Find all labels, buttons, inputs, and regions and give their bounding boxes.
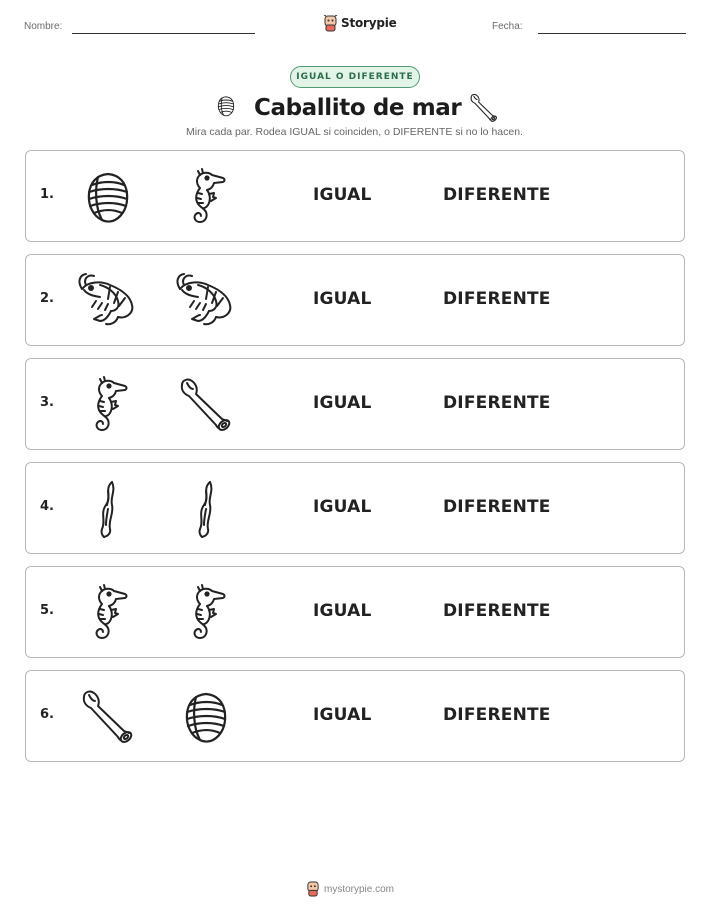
date-label: Fecha: bbox=[492, 21, 523, 32]
storypie-mascot-icon bbox=[306, 881, 320, 897]
option-diferente[interactable]: DIFERENTE bbox=[443, 393, 551, 413]
storypie-mascot-icon bbox=[323, 15, 338, 32]
seahorse-icon bbox=[176, 167, 236, 227]
shell-icon bbox=[214, 94, 238, 118]
page-title: Caballito de mar bbox=[254, 95, 462, 121]
row-number: 4. bbox=[40, 499, 54, 514]
option-diferente[interactable]: DIFERENTE bbox=[443, 289, 551, 309]
exercise-row bbox=[25, 358, 685, 450]
exercise-row bbox=[25, 254, 685, 346]
exercise-row bbox=[25, 150, 685, 242]
brand-logo bbox=[323, 13, 397, 33]
row-number: 1. bbox=[40, 187, 54, 202]
name-field[interactable] bbox=[72, 33, 255, 34]
bone-icon bbox=[78, 687, 138, 747]
bone-icon bbox=[176, 375, 236, 435]
instructions: Mira cada par. Rodea IGUAL si coinciden, o DIFERENTE si no lo hacen. bbox=[186, 126, 523, 138]
exercise-row bbox=[25, 566, 685, 658]
footer bbox=[306, 880, 394, 898]
row-number: 5. bbox=[40, 603, 54, 618]
row-number: 3. bbox=[40, 395, 54, 410]
activity-badge: IGUAL O DIFERENTE bbox=[290, 66, 420, 88]
exercise-row bbox=[25, 670, 685, 762]
exercise-row bbox=[25, 462, 685, 554]
option-igual[interactable]: IGUAL bbox=[313, 705, 372, 725]
option-diferente[interactable]: DIFERENTE bbox=[443, 705, 551, 725]
shrimp-icon bbox=[176, 271, 236, 331]
seaweed-icon bbox=[78, 479, 138, 539]
seaweed-icon bbox=[176, 479, 236, 539]
footer-url[interactable]: mystorypie.com bbox=[324, 883, 395, 895]
date-field[interactable] bbox=[538, 33, 686, 34]
option-igual[interactable]: IGUAL bbox=[313, 185, 372, 205]
row-number: 6. bbox=[40, 707, 54, 722]
bone-icon bbox=[468, 92, 500, 124]
name-label: Nombre: bbox=[24, 21, 63, 32]
seahorse-icon bbox=[78, 375, 138, 435]
row-number: 2. bbox=[40, 291, 54, 306]
option-igual[interactable]: IGUAL bbox=[313, 289, 372, 309]
seahorse-icon bbox=[176, 583, 236, 643]
shrimp-icon bbox=[78, 271, 138, 331]
option-diferente[interactable]: DIFERENTE bbox=[443, 185, 551, 205]
shell-icon bbox=[78, 167, 138, 227]
seahorse-icon bbox=[78, 583, 138, 643]
brand-name: Storypie bbox=[341, 16, 397, 30]
option-igual[interactable]: IGUAL bbox=[313, 497, 372, 517]
option-diferente[interactable]: DIFERENTE bbox=[443, 497, 551, 517]
option-igual[interactable]: IGUAL bbox=[313, 393, 372, 413]
option-diferente[interactable]: DIFERENTE bbox=[443, 601, 551, 621]
shell-icon bbox=[176, 687, 236, 747]
option-igual[interactable]: IGUAL bbox=[313, 601, 372, 621]
